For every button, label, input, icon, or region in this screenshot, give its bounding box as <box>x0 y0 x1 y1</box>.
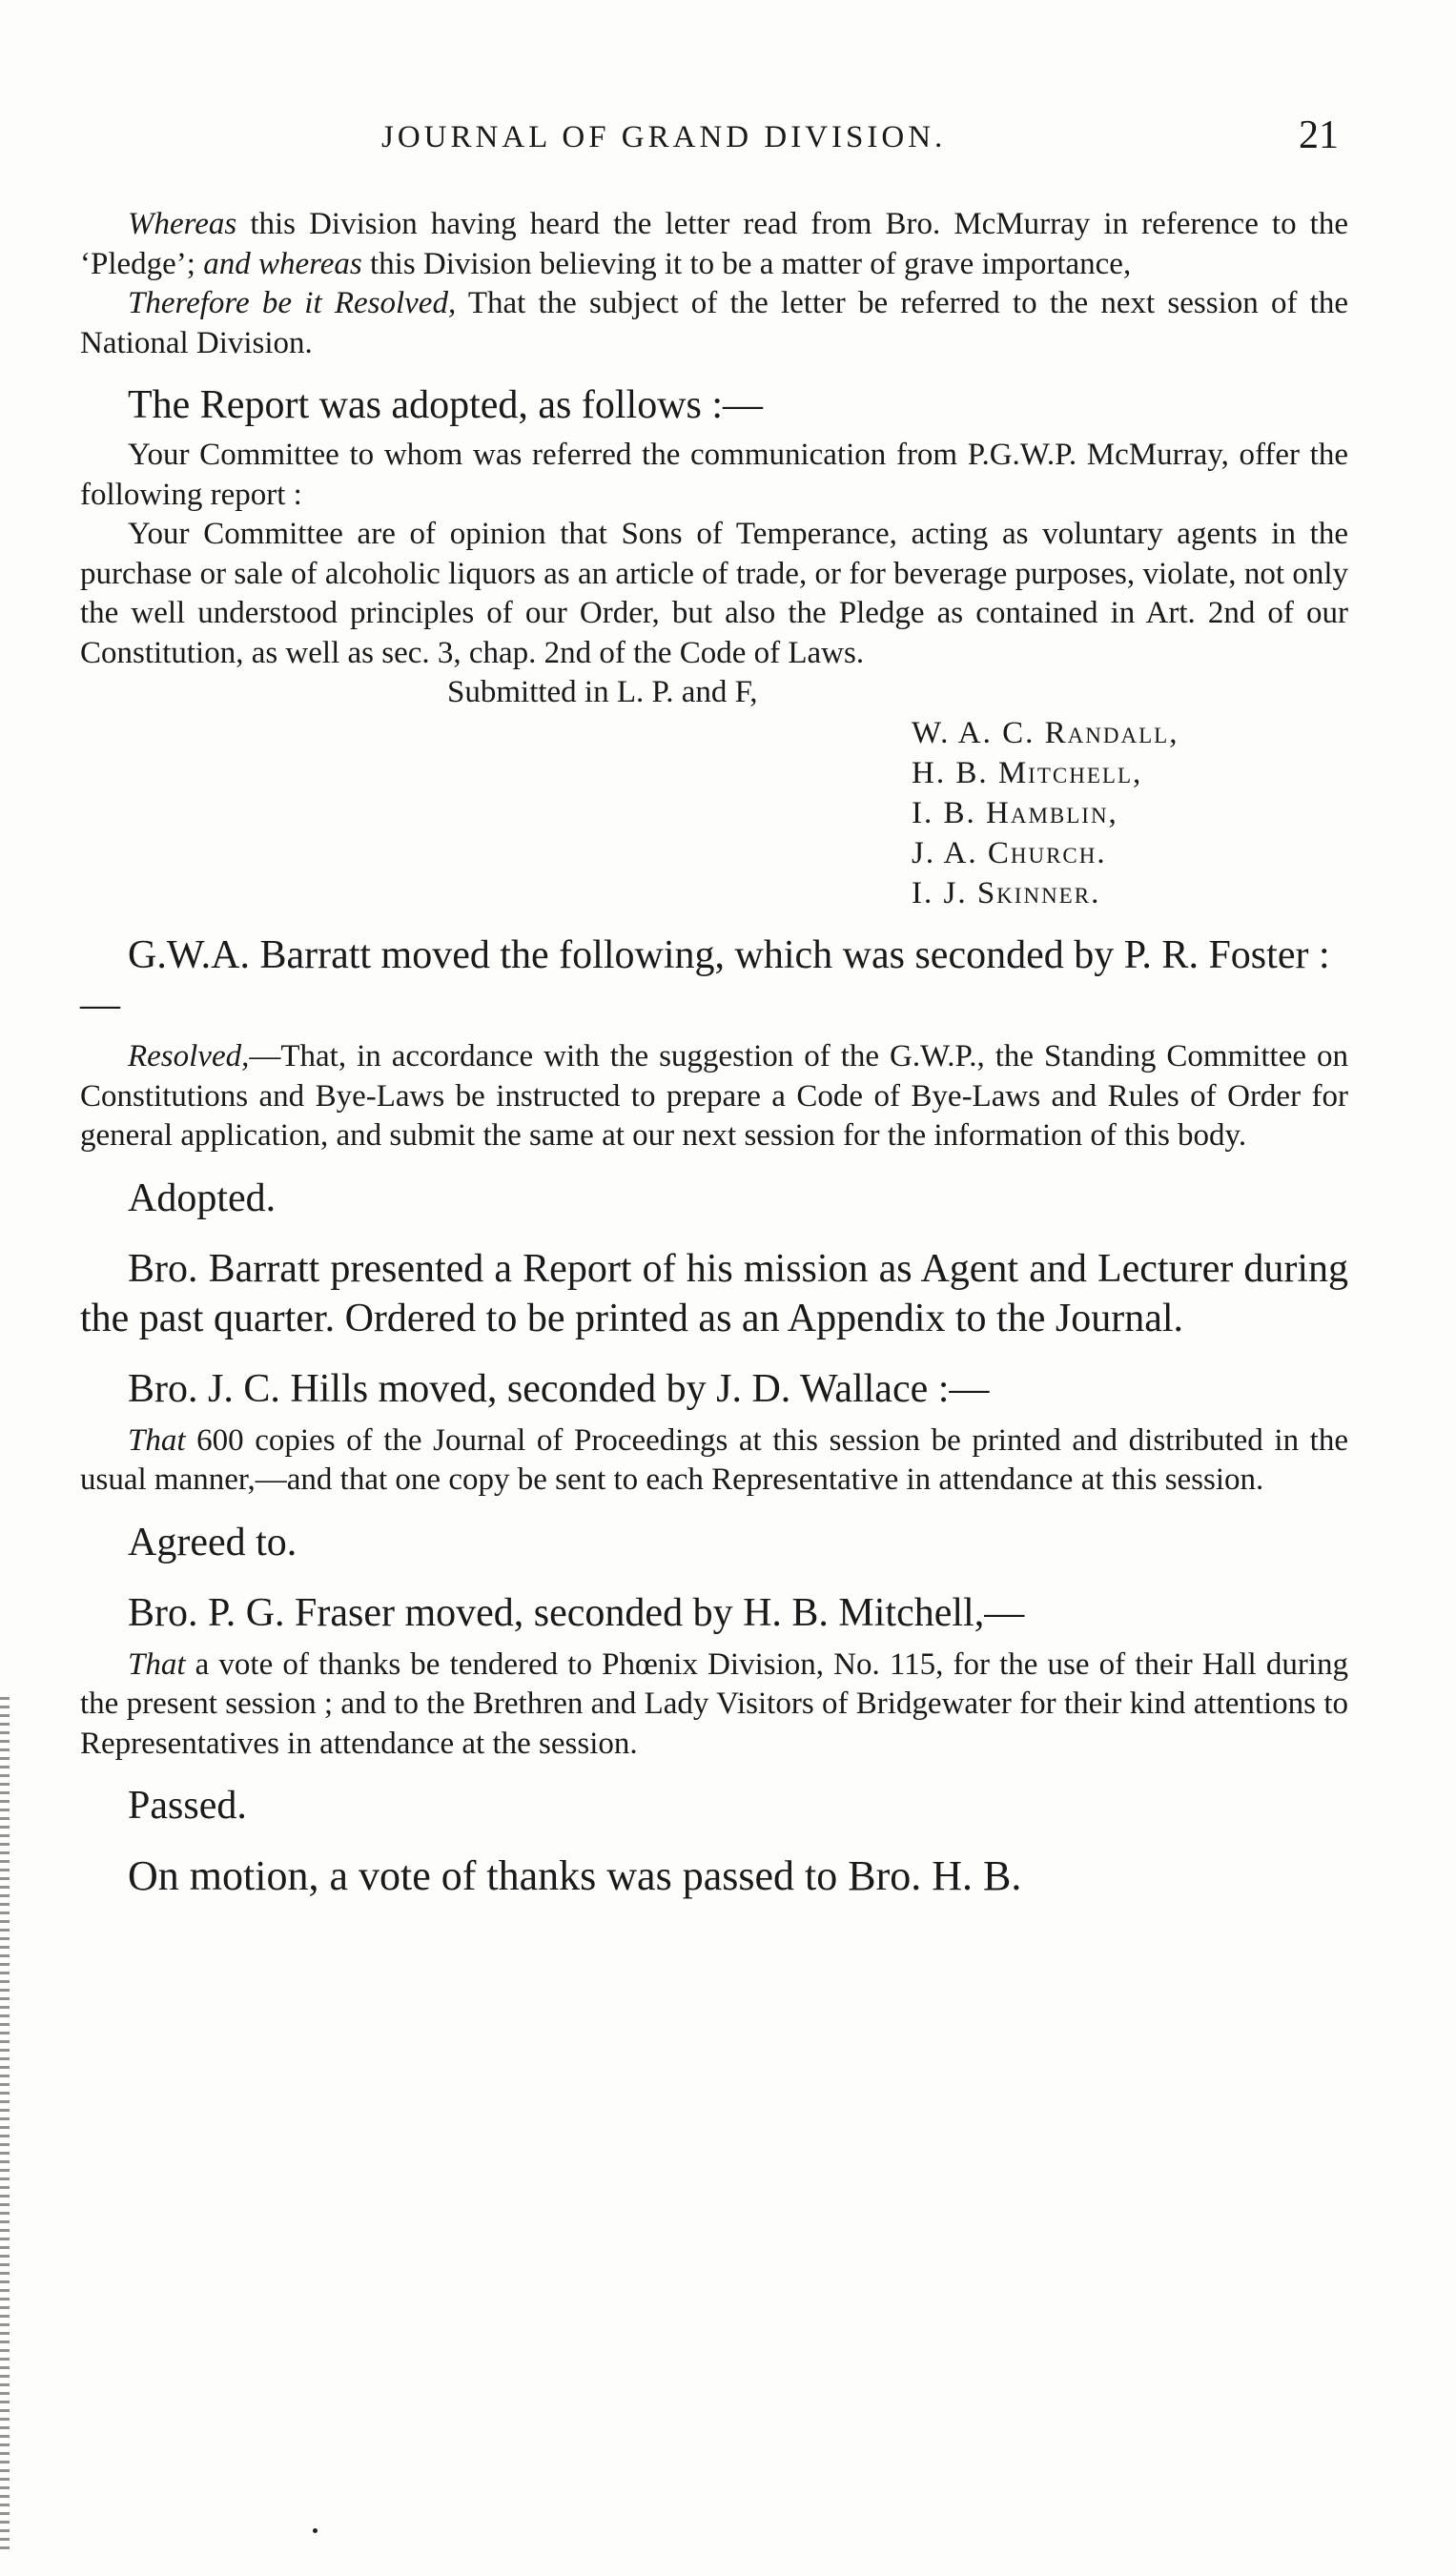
final-line: On motion, a vote of thanks was passed to Bro. H. B. <box>128 1852 1022 1899</box>
print-speck <box>313 2528 318 2533</box>
fraser-motion: Bro. P. G. Fraser moved, seconded by H. B. Mitchell,— <box>128 1590 1025 1635</box>
passed-line: Passed. <box>128 1784 247 1828</box>
thanks-lead: That <box>128 1646 186 1682</box>
therefore-text: That the subject of the letter be referred to the next session of the National Division. <box>80 286 1349 360</box>
signature-block <box>80 673 1348 911</box>
running-title: JOURNAL OF GRAND DIVISION. <box>381 120 947 154</box>
signers-list <box>912 713 1179 913</box>
signer-name: J. A. Church. <box>912 836 1107 870</box>
copies-lead: That <box>128 1422 186 1458</box>
page-body <box>80 205 1348 1901</box>
page-header <box>0 112 1456 170</box>
signer-name: W. A. C. Randall, <box>912 716 1179 750</box>
signer-name: I. J. Skinner. <box>912 876 1101 910</box>
submitted-line: Submitted in L. P. and F, <box>447 675 758 709</box>
adopted-line: Adopted. <box>128 1176 277 1220</box>
resolved-paragraph <box>80 1037 1348 1156</box>
committee-paragraph-1: Your Committee to whom was referred the communication from P.G.W.P. McMurray, offer the following report : <box>80 438 1348 512</box>
copies-text: 600 copies of the Journal of Proceedings at this session be printed and distributed in the usual manner,—and that one copy be sent to each Representative in attendance at this session. <box>80 1422 1348 1497</box>
whereas-text-1: this Division having heard the letter read from Bro. McMurray in reference to the ‘Pledge’; <box>80 207 1348 281</box>
barratt-report-paragraph: Bro. Barratt presented a Report of his mission as Agent and Lecturer during the past quarter. Ordered to be printed as an Appendix to the Journal. <box>80 1246 1348 1340</box>
thanks-text: a vote of thanks be tendered to Phœnix Division, No. 115, for the use of their Hall during the present session ; and to the Brethren and Lady Visitors of Bridgewater for their kind attentions to Representatives in attendance at the session. <box>80 1646 1348 1761</box>
whereas-lead: Whereas <box>128 207 237 241</box>
page-number: 21 <box>1299 113 1339 157</box>
committee-paragraph-2: Your Committee are of opinion that Sons of Temperance, acting as voluntary agents in the purchase or sale of alcoholic liquors as an article of trade, or for beverage purposes, violate, not only the well understood principles of our Order, but also the Pledge as contained in Art. 2nd of our Constitution, as well as sec. 3, chap. 2nd of the Code of Laws. <box>80 517 1348 670</box>
barratt-motion: G.W.A. Barratt moved the following, which was seconded by P. R. Foster :— <box>80 933 1330 1027</box>
therefore-lead: Therefore be it Resolved, <box>128 286 457 320</box>
copies-paragraph <box>80 1421 1348 1501</box>
report-adopted-heading: The Report was adopted, as follows :— <box>128 383 764 427</box>
and-whereas: and whereas <box>203 246 362 281</box>
resolved-lead: Resolved, <box>128 1039 250 1073</box>
thanks-paragraph <box>80 1646 1348 1765</box>
therefore-paragraph <box>80 284 1348 363</box>
agreed-line: Agreed to. <box>128 1520 297 1564</box>
whereas-paragraph <box>80 205 1348 284</box>
resolved-text: —That, in accordance with the suggestion of the G.W.P., the Standing Committee on Constitutions and Bye-Laws be instructed to prepare a Code of Bye-Laws and Rules of Order for general application, and submit the same at our next session for the information of this body. <box>80 1039 1348 1153</box>
hills-motion: Bro. J. C. Hills moved, seconded by J. D. Wallace :— <box>128 1366 990 1411</box>
scan-edge-marks <box>0 1697 10 2555</box>
signer-name: H. B. Mitchell, <box>912 756 1143 790</box>
whereas-text-2: this Division believing it to be a matter of grave importance, <box>361 246 1132 281</box>
signer-name: I. B. Hamblin, <box>912 796 1118 830</box>
